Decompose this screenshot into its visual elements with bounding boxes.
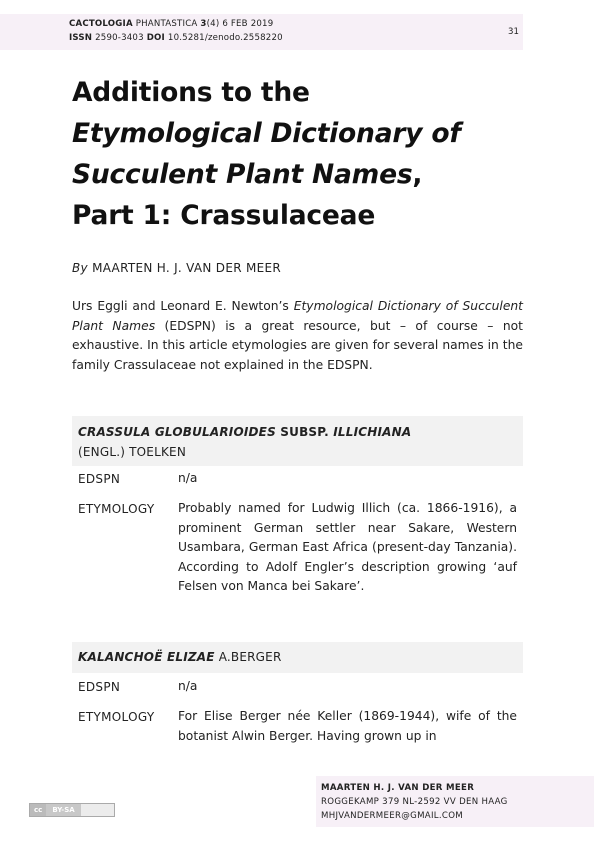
intro-paragraph bbox=[72, 297, 523, 375]
intro-book-title: Etymological Dictionary of Succulent Plant Names bbox=[72, 299, 523, 333]
cc-icon: cc bbox=[30, 804, 46, 816]
entry-author: A.BERGER bbox=[218, 650, 282, 664]
intro-text-1: Urs Eggli and Leonard E. Newton’s bbox=[72, 299, 294, 313]
edspn-value: n/a bbox=[178, 471, 198, 485]
entry-rank: SUBSP. bbox=[275, 425, 334, 439]
issn-value: 2590-3403 bbox=[95, 33, 144, 43]
byline-by: By bbox=[72, 261, 88, 275]
entry-infraspecies: ILLICHIANA bbox=[333, 425, 412, 439]
page-number: 31 bbox=[508, 27, 519, 37]
issn-label: ISSN bbox=[69, 33, 93, 43]
issue-date: (4) 6 FEB 2019 bbox=[206, 19, 274, 29]
edspn-label: EDSPN bbox=[78, 680, 121, 694]
byline bbox=[72, 261, 281, 275]
entry-taxon: CRASSULA GLOBULARIOIDES bbox=[78, 425, 276, 439]
entry-name-line bbox=[78, 422, 517, 442]
entry-heading-crassula bbox=[72, 416, 523, 466]
entry-author: (ENGL.) TOELKEN bbox=[78, 445, 187, 459]
doi-label: DOI bbox=[146, 33, 165, 43]
license-label: BY-SA bbox=[46, 804, 80, 816]
etymology-value: Probably named for Ludwig Illich (ca. 1866-1916), a prominent German settler near Sakare, Western Usambara, German East Africa (present-day Tanzania). According to Adolf Engler’s description growing ‘auf Felsen von Manca bei Sakare’. bbox=[178, 501, 517, 593]
journal-line bbox=[69, 19, 273, 29]
title-line-3-rest: , bbox=[412, 159, 423, 190]
doi-value[interactable]: 10.5281/zenodo.2558220 bbox=[167, 33, 283, 43]
entry-heading-kalanchoe bbox=[72, 642, 523, 673]
footer-email[interactable]: MHJVANDERMEER@GMAIL.COM bbox=[321, 811, 463, 821]
title-line-4: Part 1: Crassulaceae bbox=[72, 200, 376, 231]
byline-author: MAARTEN H. J. VAN DER MEER bbox=[92, 261, 282, 275]
intro-text-2: (EDSPN) is a great resource, but – of course – not exhaustive. In this article etymologies are given for several names in the family Crassulaceae not explained in the EDSPN. bbox=[72, 318, 523, 372]
footer-address: ROGGEKAMP 379 NL-2592 VV DEN HAAG bbox=[321, 797, 508, 807]
footer-author-name: MAARTEN H. J. VAN DER MEER bbox=[321, 783, 475, 793]
journal-volume: 3 bbox=[200, 19, 207, 29]
title-line-3 bbox=[72, 154, 542, 195]
article-title bbox=[72, 72, 542, 236]
journal-name-rest: PHANTASTICA bbox=[135, 19, 198, 29]
journal-name: CACTOLOGIA bbox=[69, 19, 133, 29]
issn-doi-line bbox=[69, 33, 283, 43]
edspn-label: EDSPN bbox=[78, 472, 121, 486]
title-line-3-italic: Succulent Plant Names bbox=[72, 159, 413, 190]
entry-taxon: KALANCHOË ELIZAE bbox=[78, 650, 215, 664]
etymology-value: For Elise Berger née Keller (1869-1944), wife of the botanist Alwin Berger. Having grown up in bbox=[178, 709, 517, 743]
entry-name-line bbox=[78, 647, 517, 667]
title-line-1: Additions to the bbox=[72, 77, 310, 108]
etymology-label: ETYMOLOGY bbox=[78, 502, 155, 516]
etymology-label: ETYMOLOGY bbox=[78, 710, 155, 724]
title-line-2: Etymological Dictionary of bbox=[72, 118, 461, 149]
edspn-value: n/a bbox=[178, 679, 198, 693]
cc-license-badge[interactable] bbox=[29, 803, 115, 817]
